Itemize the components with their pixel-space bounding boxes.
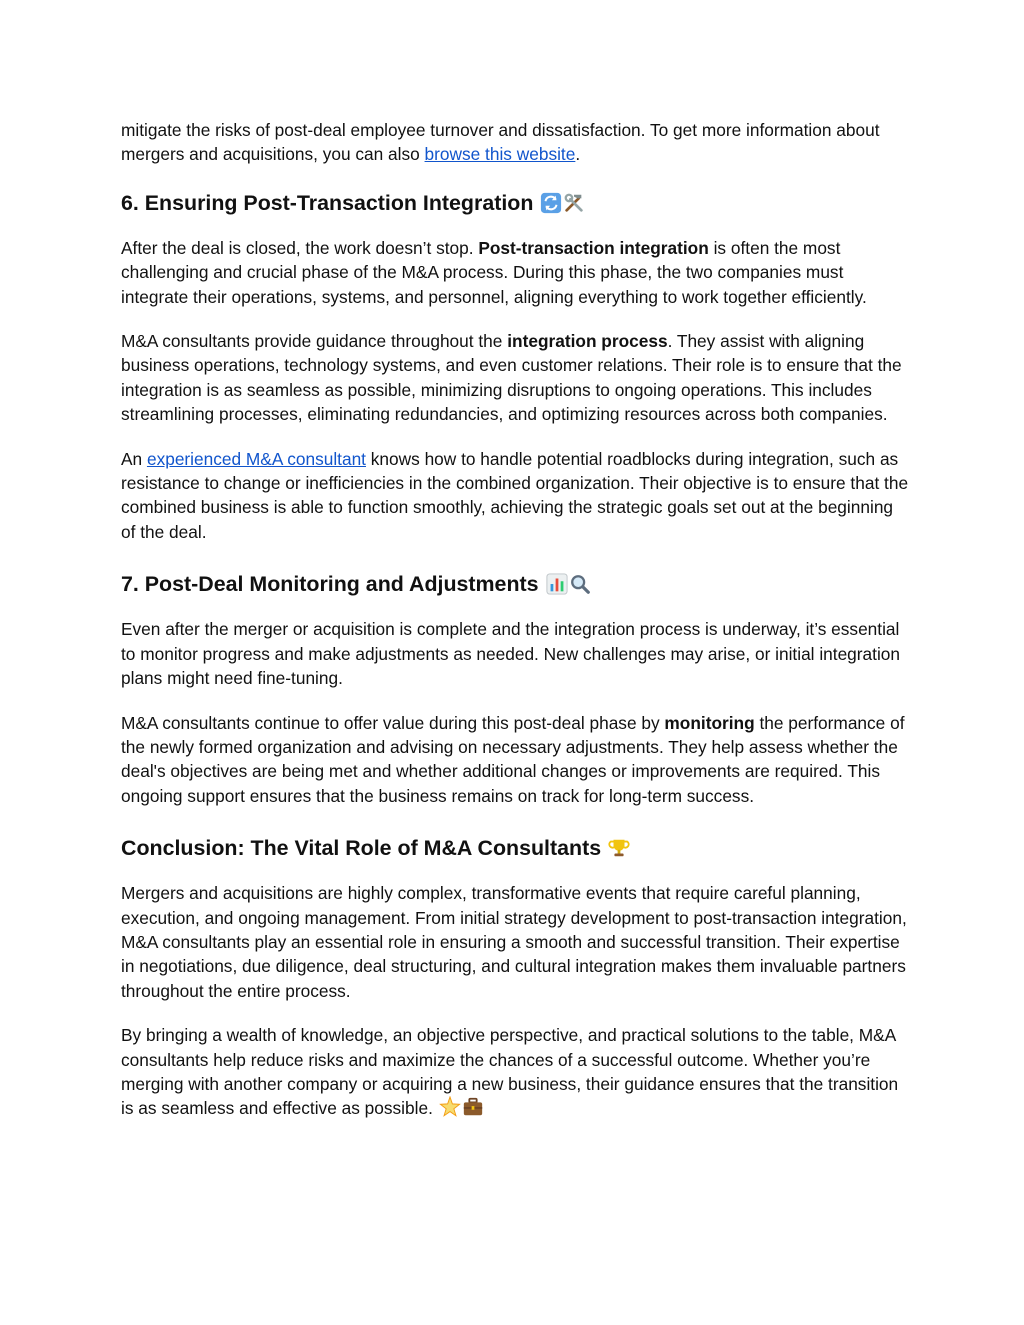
section6-p1-text-1: After the deal is closed, the work doesn’t stop.: [121, 237, 479, 258]
section7-heading: [121, 570, 912, 598]
browse-website-link[interactable]: browse this website: [424, 144, 576, 165]
arrows-cycle-icon: [540, 192, 562, 214]
section7-heading-text: 7. Post-Deal Monitoring and Adjustments: [121, 572, 539, 597]
section6-paragraph-3: [121, 447, 912, 545]
trophy-icon: [608, 837, 630, 859]
conclusion-paragraph-2: [121, 1023, 912, 1121]
section6-heading-text: 6. Ensuring Post-Transaction Integration: [121, 190, 534, 215]
section6-p3-text-2: knows how to handle potential roadblocks during integration, such as resistance to change or inefficiencies in the combined organization. Their objective is to ensure that the combined business is able to function smoothly, achieving the strategic goals set out at the beginning of the deal.: [121, 448, 909, 542]
section7-paragraph-1: Even after the merger or acquisition is complete and the integration process is underway, it’s essential to monitor progress and make adjustments as needed. New challenges may arise, or initial integration plans might need fine-tuning.: [121, 619, 901, 689]
intro-text-1: mitigate the risks of post-deal employee turnover and dissatisfaction. To get more information about mergers and acquisitions, you can also: [121, 120, 880, 165]
section7-p2-text-2: the performance of the newly formed organization and advising on necessary adjustments. They help assess whether the deal's objectives are being met and whether additional changes or improvements are required. This ongoing support ensures that the business remains on track for long-term success.: [121, 712, 905, 806]
experienced-consultant-link[interactable]: experienced M&A consultant: [146, 448, 366, 469]
section6-p2-text-1: M&A consultants provide guidance throughout the: [121, 331, 508, 352]
section6-p2-bold: integration process: [507, 331, 668, 352]
section6-p2-text-2: . They assist with aligning business operations, technology systems, and even customer relations. Their role is to ensure that the integration is as seamless as possible, minimizing disruptions to ongoing operations. This includes streamlining processes, eliminating redundancies, and optimizing resources across both companies.: [121, 331, 902, 425]
section6-p1-bold: Post-transaction integration: [478, 237, 709, 258]
section7-p2-bold: monitoring: [664, 712, 755, 733]
section6-paragraph-1: [121, 236, 912, 309]
bar-chart-icon: [546, 573, 568, 595]
conclusion-paragraph-1: Mergers and acquisitions are highly complex, transformative events that require careful planning, execution, and ongoing management. From initial strategy development to post-transaction integration, M&A consultants play an essential role in ensuring a smooth and successful transition. Their expertise in negotiations, due diligence, deal structuring, and cultural integration makes them invaluable partners throughout the entire process.: [121, 883, 907, 1001]
section7-p2-text-1: M&A consultants continue to offer value during this post-deal phase by: [121, 712, 665, 733]
section6-heading: [121, 189, 912, 217]
section6-p1-text-2: is often the most challenging and crucial phase of the M&A process. During this phase, the two companies must integrate their operations, systems, and personnel, aligning everything to work together efficiently.: [121, 237, 867, 307]
magnifier-icon: [569, 573, 591, 595]
conclusion-p2-text: By bringing a wealth of knowledge, an objective perspective, and practical solutions to the table, M&A consultants help reduce risks and maximize the chances of a successful outcome. Whether you’re merging with another company or acquiring a new business, their guidance ensures that the transition is as seamless and effective as possible.: [121, 1025, 899, 1119]
intro-paragraph: [121, 118, 912, 167]
conclusion-heading-text: Conclusion: The Vital Role of M&A Consultants: [121, 836, 602, 861]
glowing-star-icon: [439, 1096, 461, 1118]
briefcase-icon: [462, 1096, 484, 1118]
section6-p3-text-1: An: [121, 448, 147, 469]
intro-text-2: .: [575, 144, 581, 165]
hammer-wrench-icon: [563, 192, 585, 214]
section6-paragraph-2: [121, 329, 912, 427]
section7-paragraph-2: [121, 711, 912, 809]
conclusion-heading: [121, 834, 912, 862]
